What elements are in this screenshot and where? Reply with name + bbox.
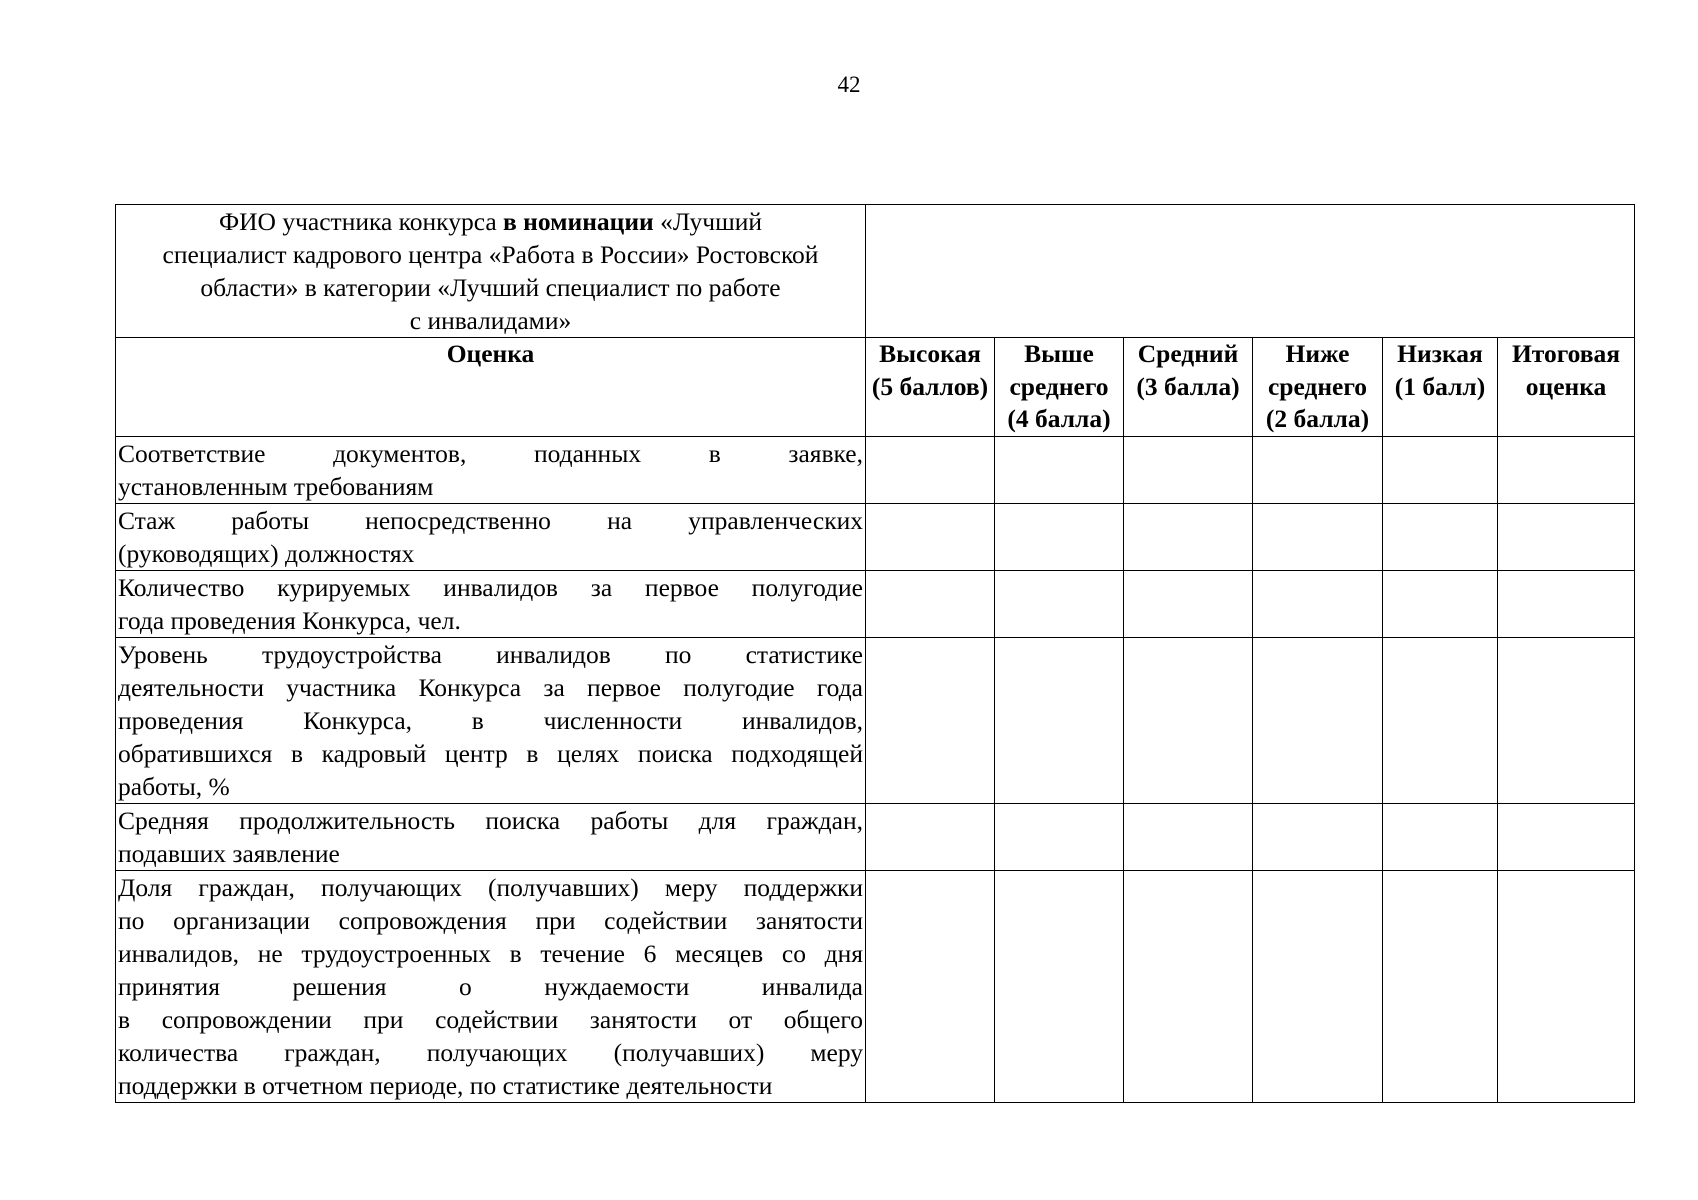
criterion-text-line: Уровень трудоустройства инвалидов по статистике [118, 639, 863, 669]
evaluation-table [115, 204, 1635, 1103]
above-average-header [995, 338, 1124, 437]
criterion-row [116, 570, 1635, 637]
low-score-cell[interactable] [1383, 870, 1498, 1102]
below-average-score-cell[interactable] [1253, 637, 1383, 803]
above-average-score-cell[interactable] [995, 803, 1124, 870]
above-average-header-line-2: среднего [1009, 371, 1109, 401]
low-score-cell[interactable] [1383, 503, 1498, 570]
participant-label-cell [116, 205, 866, 338]
low-header [1383, 338, 1498, 437]
participant-row [116, 205, 1635, 338]
high-score-cell[interactable] [866, 436, 995, 503]
above-average-header-line-1: Выше [1024, 339, 1094, 368]
criterion-label [116, 870, 866, 1102]
above-average-score-cell[interactable] [995, 870, 1124, 1102]
high-score-cell[interactable] [866, 637, 995, 803]
criterion-text-line: установленным требованиям [118, 471, 434, 501]
criterion-row [116, 637, 1635, 803]
page-number: 42 [837, 72, 861, 97]
criterion-text-line: обратившихся в кадровый центр в целях поиска подходящей [118, 738, 863, 768]
criterion-label [116, 570, 866, 637]
low-header-line-1: Низкая [1397, 339, 1483, 368]
average-score-cell[interactable] [1124, 803, 1253, 870]
average-score-cell[interactable] [1124, 870, 1253, 1102]
criterion-label [116, 637, 866, 803]
criterion-row [116, 803, 1635, 870]
criterion-row [116, 870, 1635, 1102]
low-score-cell[interactable] [1383, 436, 1498, 503]
above-average-header-line-3: (4 балла) [1007, 404, 1111, 433]
high-score-cell[interactable] [866, 503, 995, 570]
average-header [1124, 338, 1253, 437]
criterion-row [116, 503, 1635, 570]
average-score-cell[interactable] [1124, 503, 1253, 570]
high-score-cell[interactable] [866, 870, 995, 1102]
above-average-score-cell[interactable] [995, 570, 1124, 637]
participant-label-prefix: ФИО участника конкурса [218, 207, 504, 236]
criterion-text-line: Количество курируемых инвалидов за первое полугодие [118, 572, 863, 602]
high-header-line-2: (5 баллов) [871, 371, 989, 401]
low-score-cell[interactable] [1383, 803, 1498, 870]
above-average-score-cell[interactable] [995, 503, 1124, 570]
high-score-cell[interactable] [866, 803, 995, 870]
average-score-cell[interactable] [1124, 436, 1253, 503]
criterion-text-line: года проведения Конкурса, чел. [118, 605, 461, 635]
total-score-cell[interactable] [1498, 803, 1635, 870]
below-average-score-cell[interactable] [1253, 803, 1383, 870]
below-average-score-cell[interactable] [1253, 570, 1383, 637]
average-score-cell[interactable] [1124, 570, 1253, 637]
low-score-cell[interactable] [1383, 637, 1498, 803]
participant-label-line-4: с инвалидами» [409, 306, 572, 335]
low-score-cell[interactable] [1383, 570, 1498, 637]
total-score-cell[interactable] [1498, 436, 1635, 503]
below-average-score-cell[interactable] [1253, 870, 1383, 1102]
average-header-line-2: (3 балла) [1136, 371, 1240, 401]
criterion-text-line: инвалидов, не трудоустроенных в течение 6 месяцев со дня [118, 938, 863, 968]
criterion-text-line: деятельности участника Конкурса за первое полугодие года [118, 672, 863, 702]
criteria-body [116, 436, 1635, 1102]
average-score-cell[interactable] [1124, 637, 1253, 803]
above-average-score-cell[interactable] [995, 436, 1124, 503]
criterion-text-line: Стаж работы непосредственно на управленческих [118, 505, 863, 535]
below-average-header-line-2: среднего [1267, 371, 1368, 401]
assessment-header [116, 338, 866, 437]
total-score-cell[interactable] [1498, 503, 1635, 570]
participant-label-line-2: специалист кадрового центра «Работа в России» Ростовской [162, 240, 819, 269]
total-score-cell[interactable] [1498, 570, 1635, 637]
below-average-header [1253, 338, 1383, 437]
total-header [1498, 338, 1635, 437]
participant-label-rest: «Лучший [653, 207, 763, 236]
below-average-score-cell[interactable] [1253, 503, 1383, 570]
participant-label-line-3: области» в категории «Лучший специалист по работе [200, 273, 781, 302]
below-average-score-cell[interactable] [1253, 436, 1383, 503]
participant-label-line-1 [118, 205, 863, 238]
high-header-line-1: Высокая [879, 339, 981, 368]
criterion-text-line: (руководящих) должностях [118, 538, 415, 568]
low-header-line-2: (1 балл) [1394, 371, 1486, 401]
total-header-line-2: оценка [1525, 371, 1607, 401]
criterion-text-line: подавших заявление [118, 838, 340, 868]
below-average-header-line-1: Ниже [1285, 339, 1350, 368]
criterion-label [116, 436, 866, 503]
criterion-text-line: поддержки в отчетном периоде, по статистике деятельности [118, 1070, 773, 1100]
criterion-text-line: Соответствие документов, поданных в заявке, [118, 438, 863, 468]
criterion-text-line: принятия решения о нуждаемости инвалида [118, 971, 863, 1001]
total-header-line-1: Итоговая [1511, 339, 1621, 368]
criterion-row [116, 436, 1635, 503]
participant-label-bold: в номинации [503, 207, 654, 236]
above-average-score-cell[interactable] [995, 637, 1124, 803]
total-score-cell[interactable] [1498, 637, 1635, 803]
participant-name-field[interactable] [866, 205, 1635, 338]
high-header [866, 338, 995, 437]
average-header-line-1: Средний [1137, 339, 1239, 368]
criterion-text-line: по организации сопровождения при содействии занятости [118, 905, 863, 935]
total-score-cell[interactable] [1498, 870, 1635, 1102]
criterion-text-line: количества граждан, получающих (получавших) меру [118, 1037, 863, 1067]
column-header-row [116, 338, 1635, 437]
criterion-label [116, 803, 866, 870]
criterion-text-line: работы, % [118, 771, 230, 801]
criterion-text-line: в сопровождении при содействии занятости от общего [118, 1004, 863, 1034]
criterion-text-line: проведения Конкурса, в численности инвалидов, [118, 705, 863, 735]
assessment-header-label: Оценка [446, 339, 535, 368]
high-score-cell[interactable] [866, 570, 995, 637]
below-average-header-line-3: (2 балла) [1265, 404, 1370, 433]
criterion-label [116, 503, 866, 570]
criterion-text-line: Средняя продолжительность поиска работы для граждан, [118, 805, 863, 835]
criterion-text-line: Доля граждан, получающих (получавших) меру поддержки [118, 872, 863, 902]
